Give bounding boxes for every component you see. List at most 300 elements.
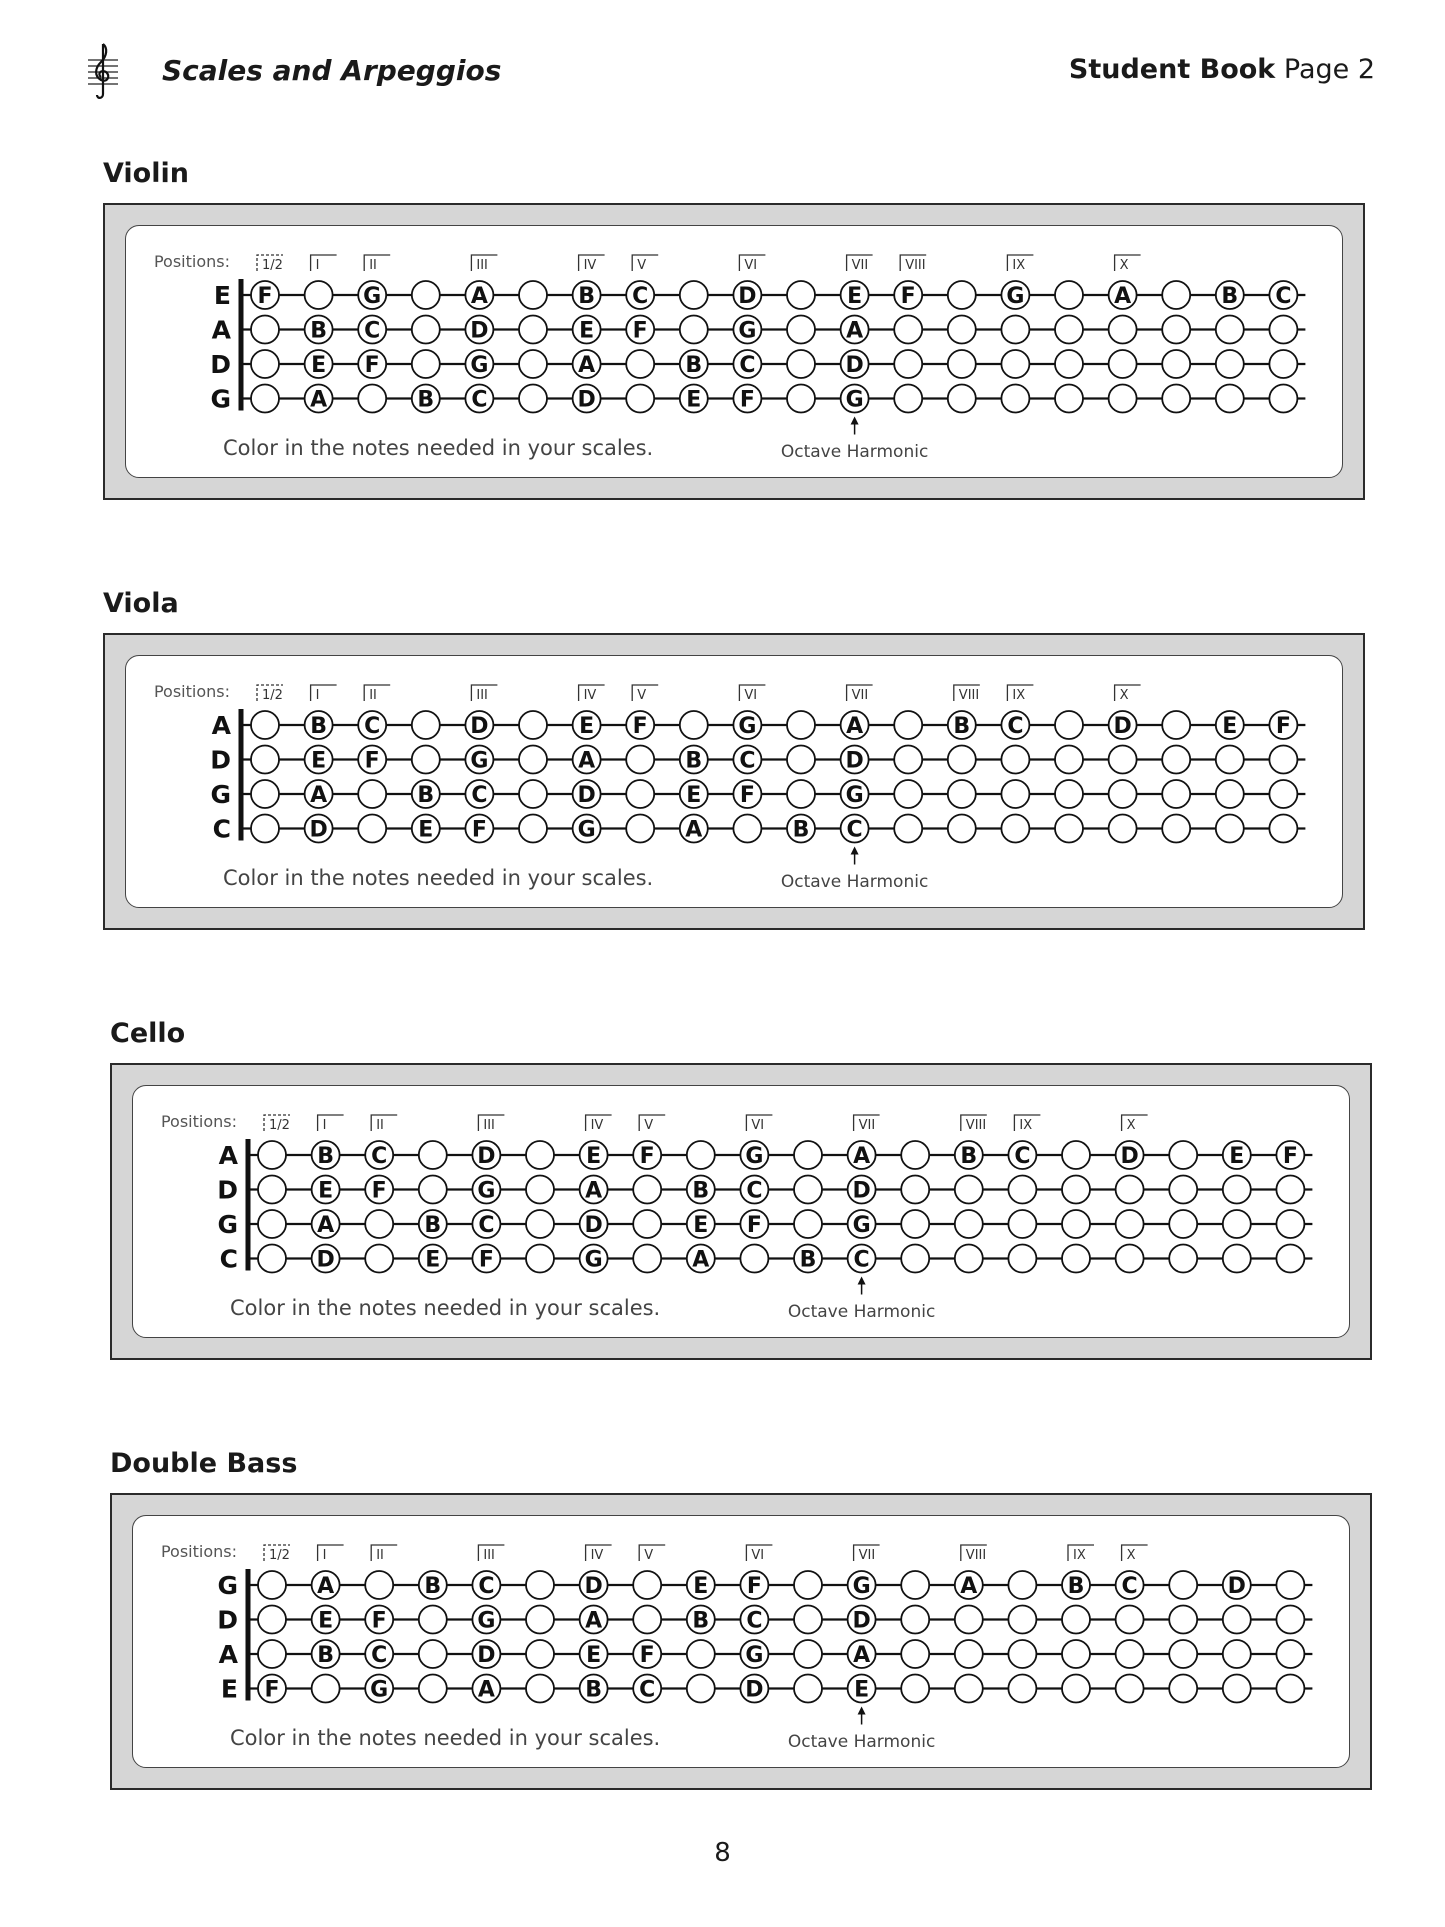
note-circle <box>948 746 976 774</box>
note-circle-empty <box>1062 1675 1090 1703</box>
note-circle-f <box>733 780 761 808</box>
note-circle-b <box>312 1640 340 1668</box>
note-circle-f <box>358 350 386 378</box>
note-circle <box>787 711 815 739</box>
note-circle <box>1008 1245 1036 1273</box>
note-circle-empty <box>1269 780 1297 808</box>
note-circle-empty <box>419 1141 447 1169</box>
position-label: VI <box>751 1548 765 1563</box>
note-letter: E <box>847 284 863 309</box>
note-circle <box>312 1675 340 1703</box>
note-circle <box>1162 281 1190 309</box>
note-circle-empty <box>1008 1675 1036 1703</box>
note-circle <box>1162 385 1190 413</box>
octave-arrowhead <box>851 417 859 425</box>
note-circle-g <box>472 1606 500 1634</box>
note-circle-empty <box>412 746 440 774</box>
note-circle-empty <box>1276 1640 1304 1668</box>
note-circle-f <box>365 1176 393 1204</box>
position-label: V <box>644 1548 654 1563</box>
note-circle-empty <box>1169 1210 1197 1238</box>
note-circle-d <box>841 350 869 378</box>
note-circle-b <box>305 316 333 344</box>
note-circle <box>1269 746 1297 774</box>
note-letter: E <box>686 783 702 808</box>
note-circle <box>1162 711 1190 739</box>
note-letter: B <box>799 1247 817 1273</box>
note-circle-empty <box>1008 1245 1036 1273</box>
note-circle-empty <box>1008 1640 1036 1668</box>
position-label: VIII <box>965 1548 987 1563</box>
note-circle-empty <box>1169 1571 1197 1599</box>
note-circle-empty <box>794 1571 822 1599</box>
note-circle-empty <box>1162 350 1190 378</box>
fingerboard-diagram <box>112 1065 1374 1362</box>
note-circle <box>1062 1176 1090 1204</box>
note-circle <box>1169 1606 1197 1634</box>
note-circle <box>1223 1606 1251 1634</box>
position-marker <box>364 685 390 703</box>
position-label: I <box>315 258 320 273</box>
note-letter: C <box>632 284 649 309</box>
note-circle <box>412 281 440 309</box>
note-circle-b <box>787 815 815 843</box>
note-circle <box>1001 385 1029 413</box>
note-letter: D <box>309 817 328 843</box>
note-circle-d <box>580 1571 608 1599</box>
page-title: Scales and Arpeggios <box>162 54 502 87</box>
note-circle-g <box>841 780 869 808</box>
note-circle <box>1001 815 1029 843</box>
note-circle <box>251 316 279 344</box>
position-label: VII <box>851 258 869 273</box>
note-circle <box>794 1176 822 1204</box>
octave-arrowhead <box>858 1707 866 1715</box>
note-letter: B <box>685 353 703 378</box>
note-letter: C <box>1121 1574 1138 1599</box>
note-letter: A <box>853 1144 871 1169</box>
fingerboard-panel-double-bass <box>110 1493 1372 1790</box>
position-label: IV <box>583 688 597 703</box>
note-circle <box>1169 1176 1197 1204</box>
position-label: VII <box>858 1118 876 1133</box>
note-circle-empty <box>1055 281 1083 309</box>
note-circle-d <box>573 385 601 413</box>
note-letter: C <box>1014 1144 1031 1169</box>
note-circle <box>948 385 976 413</box>
note-circle-b <box>955 1141 983 1169</box>
note-circle <box>305 281 333 309</box>
note-circle-empty <box>526 1606 554 1634</box>
note-circle-empty <box>526 1640 554 1668</box>
note-circle <box>419 1675 447 1703</box>
note-circle-empty <box>1001 350 1029 378</box>
note-circle-empty <box>626 746 654 774</box>
note-circle-empty <box>519 316 547 344</box>
note-letter: C <box>746 1608 763 1634</box>
note-circle-empty <box>948 780 976 808</box>
note-circle <box>794 1571 822 1599</box>
position-label: VII <box>858 1548 876 1563</box>
note-circle-d <box>733 281 761 309</box>
note-letter: B <box>417 387 435 413</box>
note-circle-d <box>1223 1571 1251 1599</box>
note-circle <box>633 1606 661 1634</box>
note-circle <box>901 1176 929 1204</box>
note-letter: G <box>1006 284 1025 309</box>
note-circle <box>251 711 279 739</box>
note-circle <box>1116 1675 1144 1703</box>
note-circle <box>1169 1571 1197 1599</box>
note-circle <box>894 385 922 413</box>
note-circle-g <box>848 1571 876 1599</box>
position-label: 1/2 <box>269 1118 290 1133</box>
instruction-text: Color in the notes needed in your scales. <box>223 436 654 460</box>
note-circle-empty <box>526 1210 554 1238</box>
note-circle-empty <box>1109 746 1137 774</box>
note-circle-empty <box>1062 1141 1090 1169</box>
note-circle-empty <box>1008 1571 1036 1599</box>
note-circle-c <box>740 1176 768 1204</box>
note-circle-d <box>472 1141 500 1169</box>
note-circle-b <box>680 746 708 774</box>
note-letter: G <box>745 1643 764 1668</box>
note-circle-empty <box>1162 316 1190 344</box>
note-circle-empty <box>305 281 333 309</box>
note-letter: E <box>318 1178 334 1204</box>
note-letter: D <box>316 1247 335 1273</box>
note-letter: C <box>853 1247 870 1273</box>
note-circle-b <box>419 1210 447 1238</box>
note-circle <box>251 815 279 843</box>
note-circle-empty <box>258 1571 286 1599</box>
note-circle-f <box>472 1245 500 1273</box>
note-circle-a <box>472 1675 500 1703</box>
note-circle-a <box>1109 281 1137 309</box>
section-title-violin: Violin <box>103 158 189 189</box>
string-label: G <box>210 780 231 809</box>
note-circle-empty <box>901 1640 929 1668</box>
note-circle <box>633 1210 661 1238</box>
position-bracket <box>311 255 337 271</box>
note-circle <box>955 1176 983 1204</box>
note-letter: F <box>1275 714 1291 739</box>
note-circle <box>519 385 547 413</box>
note-circle-a <box>955 1571 983 1599</box>
note-circle <box>1116 1210 1144 1238</box>
note-circle-a <box>465 281 493 309</box>
note-letter: C <box>1007 714 1024 739</box>
position-label: III <box>476 258 488 273</box>
note-circle-c <box>365 1640 393 1668</box>
note-circle <box>680 281 708 309</box>
note-circle-empty <box>1055 780 1083 808</box>
note-letter: F <box>471 817 487 843</box>
note-circle-e <box>1216 711 1244 739</box>
note-circle-d <box>1109 711 1137 739</box>
note-circle-b <box>687 1606 715 1634</box>
position-label: VI <box>744 688 758 703</box>
fingerboard-panel-violin <box>103 203 1365 500</box>
note-circle-empty <box>1116 1675 1144 1703</box>
note-circle-empty <box>1055 746 1083 774</box>
note-circle-empty <box>948 350 976 378</box>
note-letter: A <box>317 1213 335 1238</box>
note-circle <box>419 1176 447 1204</box>
position-label: V <box>637 258 647 273</box>
note-letter: G <box>852 1574 871 1599</box>
note-circle-empty <box>948 316 976 344</box>
position-bracket <box>311 685 337 701</box>
note-letter: C <box>846 817 863 843</box>
position-marker <box>1068 1545 1094 1563</box>
note-circle-g <box>365 1675 393 1703</box>
note-letter: F <box>900 284 916 309</box>
note-circle-c <box>841 815 869 843</box>
note-circle-a <box>312 1210 340 1238</box>
note-circle-empty <box>1116 1176 1144 1204</box>
note-letter: B <box>417 783 435 808</box>
note-circle-empty <box>1116 1640 1144 1668</box>
octave-harmonic-label: Octave Harmonic <box>780 442 929 462</box>
note-circle-empty <box>1109 350 1137 378</box>
book-reference <box>1069 54 1375 85</box>
note-circle-empty <box>955 1640 983 1668</box>
position-marker <box>257 685 283 703</box>
note-circle <box>358 815 386 843</box>
position-marker <box>471 685 497 703</box>
note-circle-e <box>312 1176 340 1204</box>
positions-label: Positions: <box>160 1112 237 1131</box>
position-label: V <box>637 688 647 703</box>
instruction-text: Color in the notes needed in your scales. <box>230 1726 661 1750</box>
note-circle-f <box>365 1606 393 1634</box>
note-circle-empty <box>1216 316 1244 344</box>
note-circle-f <box>251 281 279 309</box>
note-letter: F <box>632 318 648 344</box>
note-letter: F <box>1282 1144 1298 1169</box>
note-letter: F <box>364 353 380 378</box>
note-circle <box>1276 1606 1304 1634</box>
note-circle <box>365 1210 393 1238</box>
note-circle <box>519 711 547 739</box>
note-circle-empty <box>1008 1210 1036 1238</box>
note-circle-empty <box>358 815 386 843</box>
position-marker <box>371 1545 397 1563</box>
note-circle-empty <box>901 1571 929 1599</box>
position-label: IX <box>1073 1548 1086 1563</box>
position-marker <box>364 255 390 273</box>
note-letter: G <box>470 353 489 378</box>
note-circle-empty <box>787 711 815 739</box>
note-letter: B <box>310 318 327 344</box>
note-circle <box>258 1141 286 1169</box>
positions-label: Positions: <box>153 682 230 701</box>
note-circle-empty <box>955 1606 983 1634</box>
note-circle-empty <box>412 350 440 378</box>
note-circle <box>901 1141 929 1169</box>
note-circle-c <box>733 350 761 378</box>
note-circle-empty <box>1062 1210 1090 1238</box>
note-circle-empty <box>794 1640 822 1668</box>
note-circle-g <box>740 1640 768 1668</box>
note-circle-empty <box>1169 1640 1197 1668</box>
note-circle <box>1162 780 1190 808</box>
note-circle-d <box>472 1640 500 1668</box>
note-letter: B <box>960 1144 978 1169</box>
note-letter: B <box>792 817 810 843</box>
note-circle-f <box>258 1675 286 1703</box>
note-circle-empty <box>1169 1141 1197 1169</box>
note-circle-d <box>465 711 493 739</box>
note-circle <box>1116 1176 1144 1204</box>
note-circle <box>948 316 976 344</box>
note-circle <box>894 711 922 739</box>
note-circle-f <box>465 815 493 843</box>
note-circle-d <box>580 1210 608 1238</box>
note-letter: B <box>317 1144 334 1169</box>
position-bracket <box>364 685 390 701</box>
position-marker <box>478 1115 504 1133</box>
note-circle <box>258 1210 286 1238</box>
note-circle <box>1276 1571 1304 1599</box>
note-circle-e <box>1223 1141 1251 1169</box>
note-circle-empty <box>1116 1245 1144 1273</box>
note-circle <box>1109 780 1137 808</box>
note-circle-empty <box>419 1606 447 1634</box>
position-label: X <box>1126 1548 1136 1563</box>
note-circle-f <box>358 746 386 774</box>
position-label: VI <box>744 258 758 273</box>
position-marker <box>639 1545 665 1563</box>
note-circle-empty <box>251 350 279 378</box>
note-circle-g <box>465 350 493 378</box>
note-letter: C <box>471 387 488 413</box>
note-circle <box>1008 1675 1036 1703</box>
note-letter: C <box>364 318 381 344</box>
note-circle-e <box>573 711 601 739</box>
note-letter: B <box>1067 1574 1085 1599</box>
note-circle <box>948 780 976 808</box>
note-letter: E <box>579 714 595 739</box>
note-letter: F <box>257 284 273 309</box>
note-circle-empty <box>1276 1675 1304 1703</box>
note-letter: D <box>477 1643 496 1668</box>
position-marker <box>639 1115 665 1133</box>
position-marker <box>1014 1115 1040 1133</box>
note-circle-empty <box>1216 385 1244 413</box>
note-circle <box>519 746 547 774</box>
note-letter: F <box>746 1574 762 1599</box>
note-circle <box>519 350 547 378</box>
note-circle-a <box>848 1640 876 1668</box>
note-circle <box>1116 1606 1144 1634</box>
note-circle-empty <box>1216 780 1244 808</box>
position-bracket <box>364 255 390 271</box>
position-label: I <box>322 1118 327 1133</box>
note-circle-empty <box>1162 746 1190 774</box>
note-letter: G <box>363 284 382 309</box>
position-label: V <box>644 1118 654 1133</box>
string-label: C <box>219 1244 238 1274</box>
note-letter: A <box>846 714 864 739</box>
note-circle <box>687 1675 715 1703</box>
note-letter: D <box>1120 1144 1139 1169</box>
book-page: Page 2 <box>1283 54 1375 85</box>
note-circle-empty <box>1223 1176 1251 1204</box>
note-circle-b <box>419 1571 447 1599</box>
note-circle-empty <box>1109 815 1137 843</box>
note-circle-e <box>412 815 440 843</box>
note-circle-empty <box>358 385 386 413</box>
note-circle <box>1216 780 1244 808</box>
note-circle <box>412 316 440 344</box>
position-marker <box>1115 685 1141 703</box>
note-letter: A <box>692 1247 710 1273</box>
note-circle-empty <box>794 1176 822 1204</box>
note-circle <box>680 711 708 739</box>
note-circle-empty <box>894 746 922 774</box>
note-circle-empty <box>740 1245 768 1273</box>
note-circle-b <box>680 350 708 378</box>
note-circle <box>1008 1640 1036 1668</box>
note-circle-empty <box>1062 1245 1090 1273</box>
note-letter: C <box>1275 284 1292 309</box>
note-letter: A <box>317 1574 335 1599</box>
note-circle <box>1055 350 1083 378</box>
note-circle-empty <box>519 385 547 413</box>
note-letter: B <box>424 1213 442 1238</box>
fingerboard-diagram <box>105 205 1367 502</box>
position-marker <box>739 685 765 703</box>
note-circle <box>1008 1606 1036 1634</box>
note-circle <box>901 1245 929 1273</box>
string-label: A <box>211 315 231 345</box>
note-circle <box>901 1210 929 1238</box>
note-circle <box>894 350 922 378</box>
note-circle <box>1276 1675 1304 1703</box>
note-circle-empty <box>901 1606 929 1634</box>
note-circle <box>526 1606 554 1634</box>
position-marker <box>371 1115 397 1133</box>
note-circle-empty <box>1169 1245 1197 1273</box>
note-letter: G <box>477 1178 496 1204</box>
note-circle-g <box>740 1141 768 1169</box>
note-letter: B <box>685 748 703 774</box>
note-circle-empty <box>1216 350 1244 378</box>
note-circle <box>519 281 547 309</box>
note-circle <box>787 281 815 309</box>
note-circle <box>787 350 815 378</box>
position-label: VIII <box>905 258 926 273</box>
position-marker <box>586 1545 612 1563</box>
position-marker <box>847 685 873 703</box>
position-bracket <box>318 1115 344 1131</box>
note-circle-empty <box>1055 711 1083 739</box>
note-circle-empty <box>1276 1176 1304 1204</box>
note-circle-empty <box>258 1141 286 1169</box>
note-circle-empty <box>258 1176 286 1204</box>
note-circle <box>1276 1176 1304 1204</box>
instruction-text: Color in the notes needed in your scales. <box>223 866 654 890</box>
note-letter: C <box>371 1144 388 1169</box>
octave-harmonic-label: Octave Harmonic <box>780 872 929 892</box>
note-circle <box>955 1640 983 1668</box>
note-circle <box>519 780 547 808</box>
note-circle-b <box>794 1245 822 1273</box>
note-circle <box>526 1141 554 1169</box>
note-circle-b <box>1216 281 1244 309</box>
